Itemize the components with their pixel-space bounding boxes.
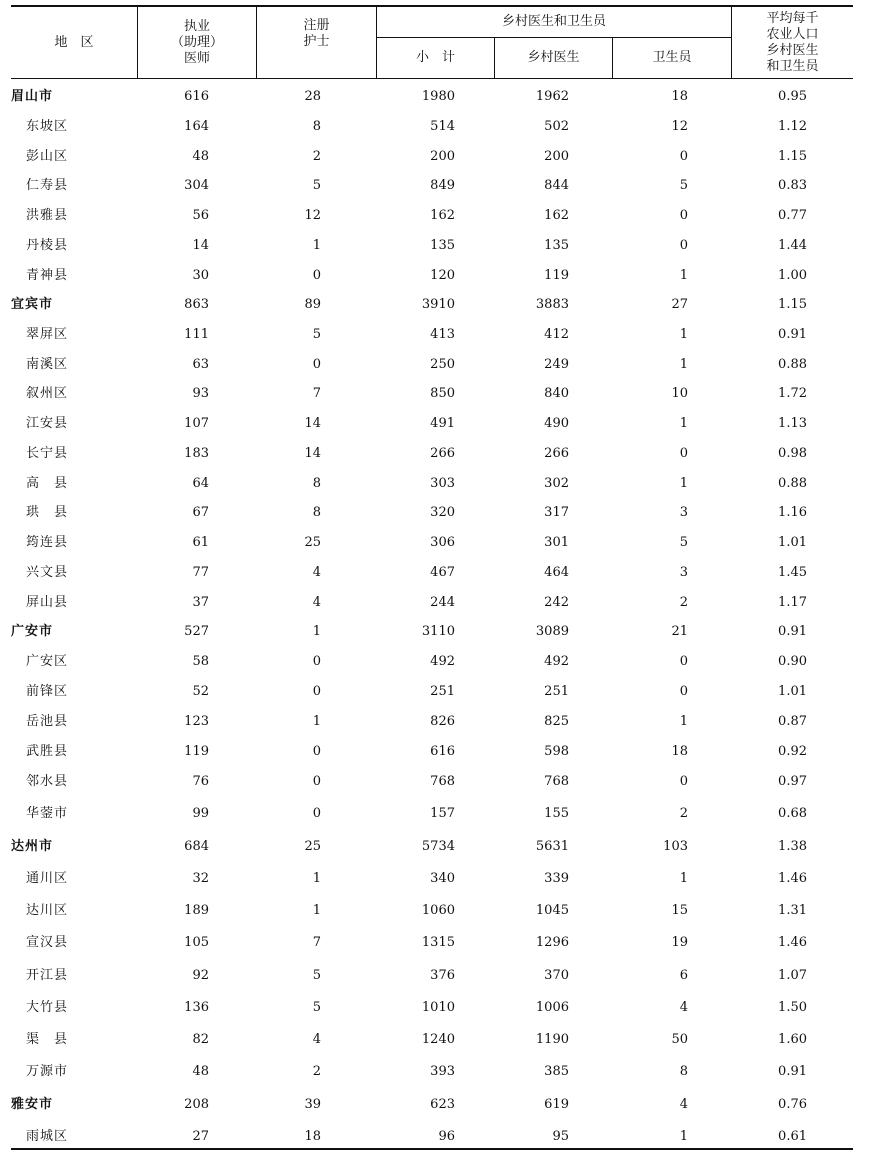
cell-health-workers: 15 — [671, 903, 688, 918]
cell-health-workers: 0 — [679, 684, 688, 699]
cell-rural-doctors: 490 — [544, 416, 569, 431]
cell-per-thousand: 1.50 — [778, 1000, 807, 1015]
cell-health-workers: 4 — [679, 1000, 688, 1015]
cell-doctors: 105 — [184, 935, 209, 950]
cell-nurses: 14 — [304, 416, 321, 431]
cell-subtotal: 514 — [430, 119, 455, 134]
cell-per-thousand: 1.45 — [778, 565, 807, 580]
county-row — [11, 325, 853, 345]
city-row — [11, 837, 853, 857]
header-doctors: 执业 （助理） 医师 — [170, 18, 223, 66]
region-name: 渠 县 — [26, 1032, 69, 1047]
cell-per-thousand: 1.46 — [778, 935, 807, 950]
cell-subtotal: 162 — [430, 208, 455, 223]
cell-per-thousand: 0.77 — [778, 208, 807, 223]
region-name: 通川区 — [26, 871, 69, 886]
cell-rural-doctors: 1006 — [535, 1000, 569, 1015]
header-region: 地 区 — [54, 34, 94, 50]
cell-doctors: 30 — [192, 268, 209, 283]
cell-subtotal: 250 — [430, 357, 455, 372]
cell-health-workers: 5 — [679, 535, 688, 550]
county-row — [11, 414, 853, 434]
cell-per-thousand: 0.97 — [778, 774, 807, 789]
county-row — [11, 998, 853, 1018]
cell-nurses: 89 — [304, 297, 321, 312]
cell-per-thousand: 0.88 — [778, 357, 807, 372]
cell-subtotal: 3110 — [421, 624, 455, 639]
cell-health-workers: 2 — [679, 595, 688, 610]
cell-subtotal: 1315 — [421, 935, 455, 950]
county-row — [11, 474, 853, 494]
cell-per-thousand: 0.92 — [778, 744, 807, 759]
cell-subtotal: 320 — [430, 505, 455, 520]
county-row — [11, 966, 853, 986]
county-row — [11, 147, 853, 167]
cell-subtotal: 768 — [430, 774, 455, 789]
county-row — [11, 206, 853, 226]
cell-health-workers: 10 — [671, 386, 688, 401]
header-subtotal: 小 计 — [415, 50, 455, 65]
cell-per-thousand: 1.15 — [778, 297, 807, 312]
cell-health-workers: 18 — [671, 744, 688, 759]
cell-nurses: 2 — [312, 1064, 321, 1079]
region-name: 邻水县 — [26, 774, 69, 789]
region-name: 大竹县 — [26, 1000, 69, 1015]
cell-subtotal: 1980 — [421, 89, 455, 104]
city-row — [11, 295, 853, 315]
county-row — [11, 503, 853, 523]
cell-rural-doctors: 339 — [544, 871, 569, 886]
region-name: 丹棱县 — [26, 238, 69, 253]
cell-doctors: 37 — [192, 595, 209, 610]
county-row — [11, 712, 853, 732]
cell-doctors: 63 — [192, 357, 209, 372]
cell-health-workers: 1 — [679, 327, 688, 342]
cell-subtotal: 306 — [430, 535, 455, 550]
cell-subtotal: 96 — [438, 1129, 455, 1144]
county-row — [11, 384, 853, 404]
region-name: 眉山市 — [11, 89, 54, 104]
region-name: 珙 县 — [26, 505, 69, 520]
cell-health-workers: 12 — [671, 119, 688, 134]
county-row — [11, 742, 853, 762]
cell-subtotal: 826 — [430, 714, 455, 729]
cell-rural-doctors: 1045 — [535, 903, 569, 918]
cell-per-thousand: 1.12 — [778, 119, 807, 134]
cell-doctors: 32 — [192, 871, 209, 886]
cell-rural-doctors: 3883 — [535, 297, 569, 312]
cell-health-workers: 6 — [679, 968, 688, 983]
cell-doctors: 58 — [192, 654, 209, 669]
cell-doctors: 27 — [192, 1129, 209, 1144]
cell-health-workers: 18 — [671, 89, 688, 104]
cell-per-thousand: 1.31 — [778, 903, 807, 918]
region-name: 青神县 — [26, 268, 69, 283]
cell-nurses: 1 — [312, 238, 321, 253]
county-row — [11, 652, 853, 672]
cell-rural-doctors: 502 — [544, 119, 569, 134]
cell-doctors: 67 — [192, 505, 209, 520]
cell-subtotal: 303 — [430, 476, 455, 491]
cell-nurses: 7 — [312, 386, 321, 401]
cell-nurses: 14 — [304, 446, 321, 461]
cell-subtotal: 491 — [430, 416, 455, 431]
cell-subtotal: 623 — [430, 1097, 455, 1112]
region-name: 宜宾市 — [11, 297, 54, 312]
cell-doctors: 208 — [184, 1097, 209, 1112]
cell-doctors: 93 — [192, 386, 209, 401]
cell-nurses: 5 — [312, 178, 321, 193]
cell-per-thousand: 1.44 — [778, 238, 807, 253]
cell-rural-doctors: 301 — [544, 535, 569, 550]
cell-nurses: 1 — [312, 624, 321, 639]
cell-rural-doctors: 844 — [544, 178, 569, 193]
cell-nurses: 2 — [312, 149, 321, 164]
cell-doctors: 119 — [184, 744, 209, 759]
cell-per-thousand: 1.38 — [778, 839, 807, 854]
cell-health-workers: 27 — [671, 297, 688, 312]
cell-subtotal: 157 — [430, 806, 455, 821]
cell-doctors: 189 — [184, 903, 209, 918]
cell-rural-doctors: 242 — [544, 595, 569, 610]
cell-subtotal: 492 — [430, 654, 455, 669]
cell-doctors: 64 — [192, 476, 209, 491]
cell-rural-doctors: 135 — [544, 238, 569, 253]
cell-health-workers: 0 — [679, 149, 688, 164]
county-row — [11, 1030, 853, 1050]
cell-nurses: 0 — [312, 774, 321, 789]
cell-nurses: 12 — [304, 208, 321, 223]
cell-subtotal: 849 — [430, 178, 455, 193]
cell-nurses: 1 — [312, 903, 321, 918]
cell-rural-doctors: 1962 — [535, 89, 569, 104]
cell-doctors: 52 — [192, 684, 209, 699]
cell-subtotal: 244 — [430, 595, 455, 610]
region-name: 叙州区 — [26, 386, 69, 401]
cell-subtotal: 467 — [430, 565, 455, 580]
cell-rural-doctors: 412 — [544, 327, 569, 342]
cell-rural-doctors: 385 — [544, 1064, 569, 1079]
region-name: 宣汉县 — [26, 935, 69, 950]
cell-per-thousand: 1.15 — [778, 149, 807, 164]
cell-nurses: 5 — [312, 1000, 321, 1015]
cell-rural-doctors: 249 — [544, 357, 569, 372]
cell-health-workers: 3 — [679, 565, 688, 580]
cell-nurses: 0 — [312, 684, 321, 699]
cell-subtotal: 393 — [430, 1064, 455, 1079]
cell-rural-doctors: 840 — [544, 386, 569, 401]
header-health-workers: 卫生员 — [652, 50, 692, 65]
cell-doctors: 527 — [184, 624, 209, 639]
cell-health-workers: 19 — [671, 935, 688, 950]
region-name: 兴文县 — [26, 565, 69, 580]
region-name: 华蓥市 — [26, 806, 69, 821]
region-name: 广安区 — [26, 654, 69, 669]
cell-subtotal: 5734 — [421, 839, 455, 854]
cell-per-thousand: 0.87 — [778, 714, 807, 729]
cell-subtotal: 1060 — [421, 903, 455, 918]
region-name: 达州市 — [11, 839, 54, 854]
cell-rural-doctors: 1296 — [535, 935, 569, 950]
cell-doctors: 56 — [192, 208, 209, 223]
region-name: 彭山区 — [26, 149, 69, 164]
cell-nurses: 5 — [312, 968, 321, 983]
cell-nurses: 5 — [312, 327, 321, 342]
cell-per-thousand: 1.01 — [778, 684, 807, 699]
region-name: 江安县 — [26, 416, 69, 431]
county-row — [11, 1127, 853, 1147]
cell-doctors: 61 — [192, 535, 209, 550]
cell-subtotal: 135 — [430, 238, 455, 253]
county-row — [11, 117, 853, 137]
cell-health-workers: 0 — [679, 208, 688, 223]
cell-rural-doctors: 251 — [544, 684, 569, 699]
cell-doctors: 107 — [184, 416, 209, 431]
county-row — [11, 901, 853, 921]
cell-nurses: 0 — [312, 357, 321, 372]
cell-subtotal: 1240 — [421, 1032, 455, 1047]
cell-subtotal: 850 — [430, 386, 455, 401]
cell-nurses: 8 — [312, 476, 321, 491]
cell-health-workers: 1 — [679, 476, 688, 491]
cell-per-thousand: 0.61 — [778, 1129, 807, 1144]
cell-rural-doctors: 155 — [544, 806, 569, 821]
cell-nurses: 1 — [312, 871, 321, 886]
county-row — [11, 355, 853, 375]
cell-per-thousand: 1.00 — [778, 268, 807, 283]
cell-per-thousand: 1.72 — [778, 386, 807, 401]
county-row — [11, 176, 853, 196]
cell-per-thousand: 0.91 — [778, 1064, 807, 1079]
cell-doctors: 164 — [184, 119, 209, 134]
cell-per-thousand: 0.88 — [778, 476, 807, 491]
cell-nurses: 4 — [312, 565, 321, 580]
cell-health-workers: 0 — [679, 774, 688, 789]
cell-doctors: 77 — [192, 565, 209, 580]
cell-nurses: 39 — [304, 1097, 321, 1112]
cell-doctors: 123 — [184, 714, 209, 729]
cell-nurses: 25 — [304, 839, 321, 854]
cell-health-workers: 50 — [671, 1032, 688, 1047]
cell-health-workers: 1 — [679, 268, 688, 283]
cell-rural-doctors: 619 — [544, 1097, 569, 1112]
cell-nurses: 8 — [312, 119, 321, 134]
county-row — [11, 682, 853, 702]
cell-per-thousand: 0.91 — [778, 327, 807, 342]
cell-subtotal: 3910 — [421, 297, 455, 312]
cell-health-workers: 8 — [679, 1064, 688, 1079]
cell-rural-doctors: 492 — [544, 654, 569, 669]
cell-health-workers: 1 — [679, 357, 688, 372]
region-name: 筠连县 — [26, 535, 69, 550]
cell-per-thousand: 0.83 — [778, 178, 807, 193]
region-name: 达川区 — [26, 903, 69, 918]
city-row — [11, 87, 853, 107]
cell-health-workers: 2 — [679, 806, 688, 821]
cell-rural-doctors: 119 — [544, 268, 569, 283]
cell-per-thousand: 1.17 — [778, 595, 807, 610]
cell-doctors: 82 — [192, 1032, 209, 1047]
cell-doctors: 14 — [192, 238, 209, 253]
cell-health-workers: 1 — [679, 1129, 688, 1144]
region-name: 广安市 — [11, 624, 54, 639]
region-name: 东坡区 — [26, 119, 69, 134]
cell-doctors: 863 — [184, 297, 209, 312]
cell-nurses: 0 — [312, 654, 321, 669]
cell-per-thousand: 1.60 — [778, 1032, 807, 1047]
cell-subtotal: 616 — [430, 744, 455, 759]
cell-rural-doctors: 1190 — [535, 1032, 569, 1047]
cell-health-workers: 4 — [679, 1097, 688, 1112]
cell-per-thousand: 1.16 — [778, 505, 807, 520]
cell-rural-doctors: 464 — [544, 565, 569, 580]
cell-nurses: 1 — [312, 714, 321, 729]
county-row — [11, 266, 853, 286]
region-name: 南溪区 — [26, 357, 69, 372]
cell-rural-doctors: 162 — [544, 208, 569, 223]
county-row — [11, 804, 853, 824]
county-row — [11, 1062, 853, 1082]
cell-rural-doctors: 266 — [544, 446, 569, 461]
cell-rural-doctors: 3089 — [535, 624, 569, 639]
cell-rural-doctors: 302 — [544, 476, 569, 491]
cell-subtotal: 251 — [430, 684, 455, 699]
county-row — [11, 533, 853, 553]
cell-health-workers: 1 — [679, 714, 688, 729]
city-row — [11, 1095, 853, 1115]
cell-health-workers: 103 — [663, 839, 688, 854]
cell-health-workers: 1 — [679, 871, 688, 886]
cell-doctors: 136 — [184, 1000, 209, 1015]
cell-per-thousand: 1.46 — [778, 871, 807, 886]
cell-health-workers: 3 — [679, 505, 688, 520]
cell-doctors: 111 — [184, 327, 209, 342]
region-name: 高 县 — [26, 476, 69, 491]
cell-health-workers: 5 — [679, 178, 688, 193]
cell-rural-doctors: 370 — [544, 968, 569, 983]
region-name: 仁寿县 — [26, 178, 69, 193]
county-row — [11, 236, 853, 256]
region-name: 屏山县 — [26, 595, 69, 610]
region-name: 雅安市 — [11, 1097, 54, 1112]
cell-per-thousand: 0.76 — [778, 1097, 807, 1112]
county-row — [11, 593, 853, 613]
region-name: 雨城区 — [26, 1129, 69, 1144]
region-name: 武胜县 — [26, 744, 69, 759]
cell-rural-doctors: 200 — [544, 149, 569, 164]
cell-subtotal: 1010 — [421, 1000, 455, 1015]
header-nurses: 注册 护士 — [303, 17, 330, 49]
cell-health-workers: 0 — [679, 238, 688, 253]
table-bottom-rule — [11, 1148, 853, 1150]
cell-doctors: 92 — [192, 968, 209, 983]
cell-doctors: 48 — [192, 1064, 209, 1079]
cell-health-workers: 21 — [671, 624, 688, 639]
cell-per-thousand: 0.68 — [778, 806, 807, 821]
cell-nurses: 4 — [312, 1032, 321, 1047]
cell-nurses: 18 — [304, 1129, 321, 1144]
county-row — [11, 869, 853, 889]
cell-doctors: 76 — [192, 774, 209, 789]
cell-rural-doctors: 768 — [544, 774, 569, 789]
cell-nurses: 8 — [312, 505, 321, 520]
cell-nurses: 7 — [312, 935, 321, 950]
cell-per-thousand: 1.13 — [778, 416, 807, 431]
cell-health-workers: 1 — [679, 416, 688, 431]
county-row — [11, 444, 853, 464]
cell-nurses: 28 — [304, 89, 321, 104]
cell-nurses: 0 — [312, 806, 321, 821]
cell-doctors: 684 — [184, 839, 209, 854]
cell-nurses: 0 — [312, 268, 321, 283]
cell-per-thousand: 1.07 — [778, 968, 807, 983]
cell-rural-doctors: 5631 — [535, 839, 569, 854]
cell-rural-doctors: 825 — [544, 714, 569, 729]
region-name: 万源市 — [26, 1064, 69, 1079]
header-rural-group: 乡村医生和卫生员 — [501, 14, 606, 29]
region-name: 开江县 — [26, 968, 69, 983]
header-per-thousand: 平均每千 农业人口 乡村医生 和卫生员 — [766, 10, 819, 74]
cell-subtotal: 376 — [430, 968, 455, 983]
cell-doctors: 99 — [192, 806, 209, 821]
cell-per-thousand: 0.98 — [778, 446, 807, 461]
county-row — [11, 563, 853, 583]
region-name: 翠屏区 — [26, 327, 69, 342]
region-name: 洪雅县 — [26, 208, 69, 223]
cell-doctors: 616 — [184, 89, 209, 104]
cell-doctors: 304 — [184, 178, 209, 193]
cell-per-thousand: 0.91 — [778, 624, 807, 639]
region-name: 岳池县 — [26, 714, 69, 729]
cell-health-workers: 0 — [679, 654, 688, 669]
cell-nurses: 25 — [304, 535, 321, 550]
header-bottom-rule — [11, 78, 853, 79]
county-row — [11, 772, 853, 792]
cell-rural-doctors: 95 — [552, 1129, 569, 1144]
cell-doctors: 183 — [184, 446, 209, 461]
region-name: 前锋区 — [26, 684, 69, 699]
cell-subtotal: 413 — [430, 327, 455, 342]
cell-rural-doctors: 317 — [544, 505, 569, 520]
cell-health-workers: 0 — [679, 446, 688, 461]
city-row — [11, 622, 853, 642]
cell-per-thousand: 0.90 — [778, 654, 807, 669]
cell-doctors: 48 — [192, 149, 209, 164]
cell-subtotal: 200 — [430, 149, 455, 164]
county-row — [11, 933, 853, 953]
cell-nurses: 4 — [312, 595, 321, 610]
cell-per-thousand: 1.01 — [778, 535, 807, 550]
cell-subtotal: 120 — [430, 268, 455, 283]
cell-subtotal: 266 — [430, 446, 455, 461]
region-name: 长宁县 — [26, 446, 69, 461]
cell-nurses: 0 — [312, 744, 321, 759]
cell-rural-doctors: 598 — [544, 744, 569, 759]
cell-subtotal: 340 — [430, 871, 455, 886]
cell-per-thousand: 0.95 — [778, 89, 807, 104]
header-rural-doctors: 乡村医生 — [527, 50, 580, 65]
